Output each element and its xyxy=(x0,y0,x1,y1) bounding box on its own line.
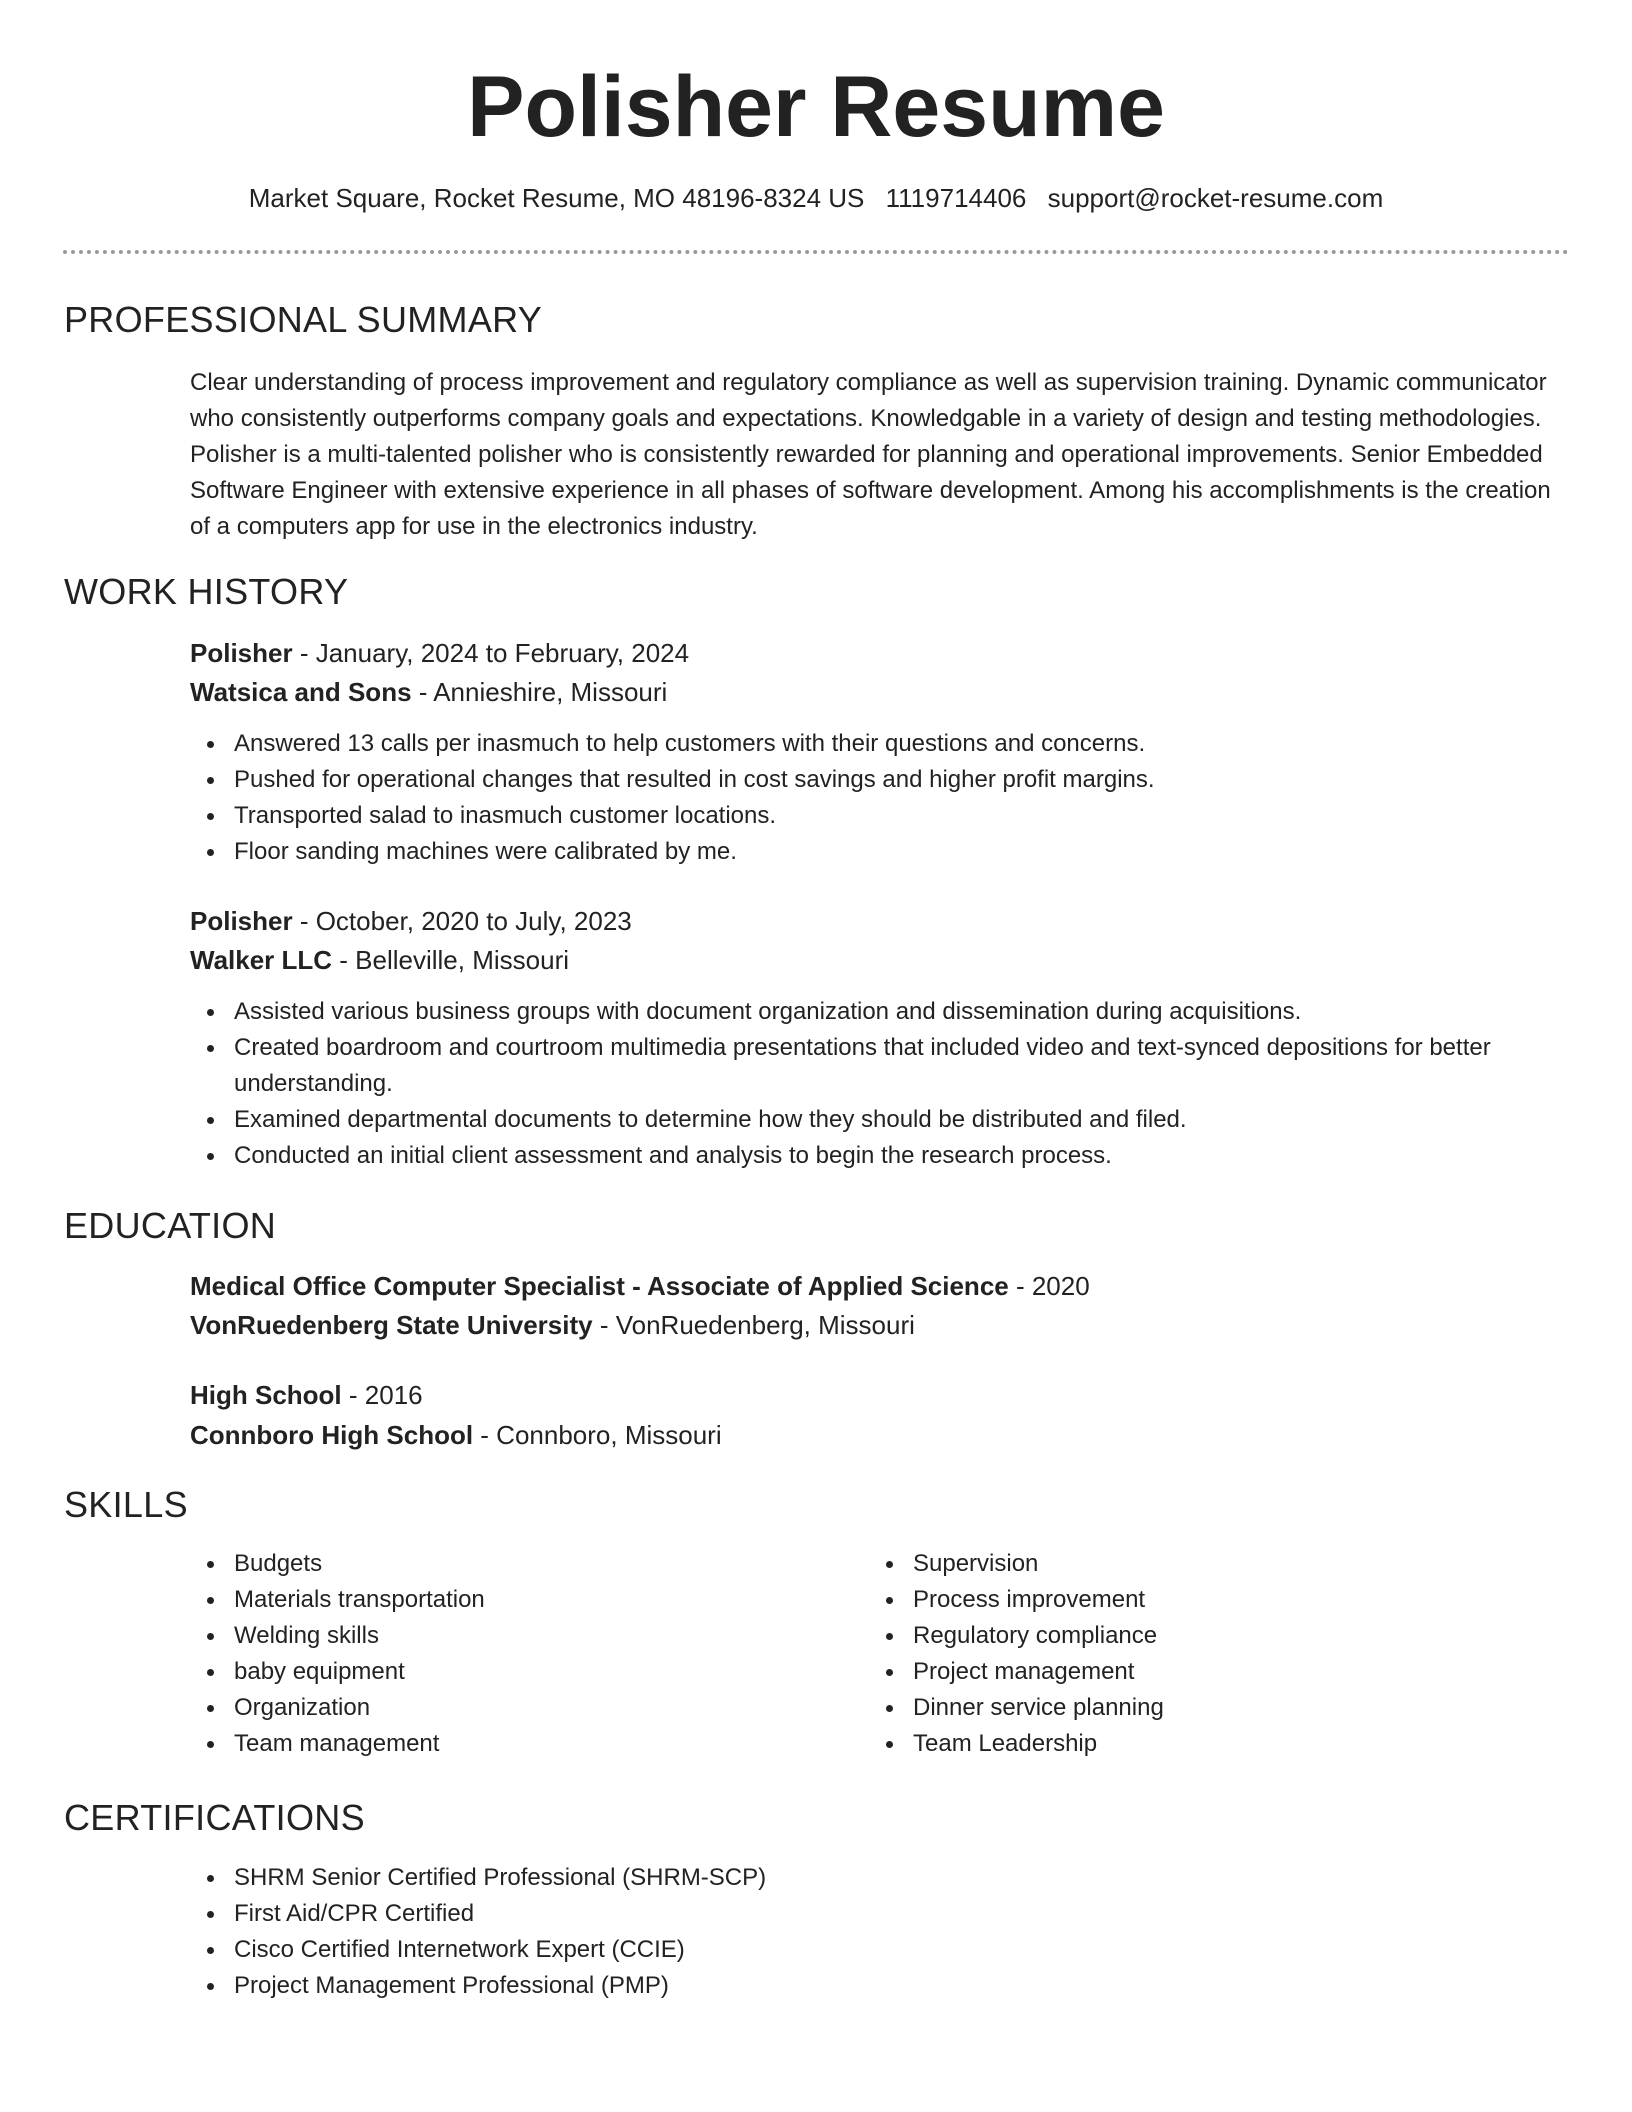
certifications-heading: CERTIFICATIONS xyxy=(64,1797,365,1838)
school-line xyxy=(190,1307,915,1343)
skill-item: Dinner service planning xyxy=(913,1690,1533,1726)
job-bullets xyxy=(190,994,1570,1174)
job-title-line xyxy=(190,635,689,671)
certification-item: Project Management Professional (PMP) xyxy=(234,1968,1234,2004)
school-line xyxy=(190,1417,722,1453)
list-item: Assisted various business groups with document organization and dissemination during acquisitions. xyxy=(234,994,1570,1030)
job-location: - Belleville, Missouri xyxy=(332,945,570,975)
certification-item: First Aid/CPR Certified xyxy=(234,1896,1234,1932)
job-dates: - October, 2020 to July, 2023 xyxy=(292,906,632,936)
job-dates: - January, 2024 to February, 2024 xyxy=(292,638,690,668)
skills-list-right xyxy=(869,1546,1533,1762)
job-title-line xyxy=(190,903,632,939)
skill-item: Process improvement xyxy=(913,1582,1533,1618)
job-location: - Annieshire, Missouri xyxy=(411,677,668,707)
degree-line xyxy=(190,1377,423,1413)
skills-list-left xyxy=(190,1546,854,1762)
education-heading: EDUCATION xyxy=(64,1205,277,1246)
job-company: Walker LLC xyxy=(190,945,333,975)
skill-item: Regulatory compliance xyxy=(913,1618,1533,1654)
list-item: Created boardroom and courtroom multimedia presentations that included video and text-synced depositions for better understanding. xyxy=(234,1030,1570,1102)
list-item: Pushed for operational changes that resulted in cost savings and higher profit margins. xyxy=(234,762,1570,798)
skill-item: Organization xyxy=(234,1690,854,1726)
summary-heading: PROFESSIONAL SUMMARY xyxy=(64,299,543,340)
school-location: - Connboro, Missouri xyxy=(473,1420,722,1450)
skill-item: Materials transportation xyxy=(234,1582,854,1618)
job-company: Watsica and Sons xyxy=(190,677,412,707)
list-item: Answered 13 calls per inasmuch to help customers with their questions and concerns. xyxy=(234,726,1570,762)
skill-item: Supervision xyxy=(913,1546,1533,1582)
contact-phone: 1119714406 xyxy=(885,183,1027,213)
job-title: Polisher xyxy=(190,906,293,936)
skill-item: baby equipment xyxy=(234,1654,854,1690)
degree-name: Medical Office Computer Specialist - Associate of Applied Science xyxy=(190,1271,1009,1301)
contact-email: support@rocket-resume.com xyxy=(1047,183,1384,213)
degree-year: - 2020 xyxy=(1008,1271,1090,1301)
skills-heading: SKILLS xyxy=(64,1484,188,1525)
degree-line xyxy=(190,1268,1090,1304)
job-company-line xyxy=(190,674,667,710)
skill-item: Project management xyxy=(913,1654,1533,1690)
resume-title: Polisher Resume xyxy=(467,59,1165,155)
contact-address: Market Square, Rocket Resume, MO 48196-8324 US xyxy=(248,183,865,213)
degree-name: High School xyxy=(190,1380,342,1410)
skill-item: Team Leadership xyxy=(913,1726,1533,1762)
certification-item: SHRM Senior Certified Professional (SHRM-SCP) xyxy=(234,1860,1234,1896)
list-item: Floor sanding machines were calibrated by me. xyxy=(234,834,1570,870)
skill-item: Budgets xyxy=(234,1546,854,1582)
school-name: Connboro High School xyxy=(190,1420,474,1450)
school-location: - VonRuedenberg, Missouri xyxy=(592,1310,915,1340)
certification-item: Cisco Certified Internetwork Expert (CCIE) xyxy=(234,1932,1234,1968)
list-item: Transported salad to inasmuch customer locations. xyxy=(234,798,1570,834)
degree-year: - 2016 xyxy=(341,1380,423,1410)
header-divider xyxy=(63,250,1569,254)
job-company-line xyxy=(190,942,569,978)
list-item: Conducted an initial client assessment and analysis to begin the research process. xyxy=(234,1138,1570,1174)
work-history-heading: WORK HISTORY xyxy=(64,571,349,612)
skill-item: Team management xyxy=(234,1726,854,1762)
list-item: Examined departmental documents to determine how they should be distributed and filed. xyxy=(234,1102,1570,1138)
job-title: Polisher xyxy=(190,638,293,668)
contact-line xyxy=(0,180,1632,216)
summary-text: Clear understanding of process improvement and regulatory compliance as well as supervision training. Dynamic communicator who consistently outperforms company goals and expectations. Knowledgable in a variety of design and testing methodologies. Polisher is a multi-talented polisher who is consistently rewarded for planning and operational improvements. Senior Embedded Software Engineer with extensive experience in all phases of software development. Among his accomplishments is the creation of a computers app for use in the electronics industry. xyxy=(190,369,1551,540)
job-bullets xyxy=(190,726,1570,870)
skill-item: Welding skills xyxy=(234,1618,854,1654)
school-name: VonRuedenberg State University xyxy=(190,1310,593,1340)
certifications-list xyxy=(190,1860,1234,2004)
